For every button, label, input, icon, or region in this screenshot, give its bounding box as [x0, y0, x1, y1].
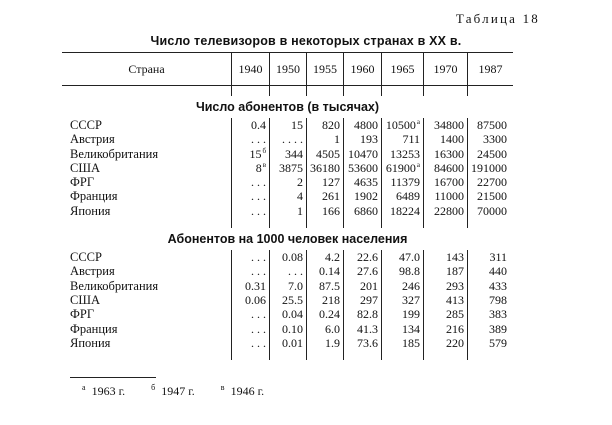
table-row [62, 161, 513, 175]
value-cell [468, 322, 514, 336]
cell-value: 15 [249, 146, 262, 161]
cell-value: 127 [322, 175, 340, 190]
value-cell [468, 189, 514, 203]
cell-value: 216 [446, 321, 464, 336]
value-cell [468, 307, 514, 321]
spacer-cell [62, 350, 232, 360]
value-cell [468, 132, 514, 146]
footnote-mark: а [416, 160, 420, 169]
value-cell [344, 175, 382, 189]
value-cell [344, 161, 382, 175]
table-row [62, 175, 513, 189]
cell-value: 6489 [396, 189, 420, 204]
spacer-cell [468, 350, 514, 360]
spacer-cell [232, 350, 270, 360]
value-cell [468, 147, 514, 161]
country-name: ФРГ [70, 307, 95, 322]
value-cell [232, 293, 270, 307]
cell-value: . . . [251, 132, 266, 147]
cell-value: 16300 [434, 146, 464, 161]
cell-value: 11379 [390, 175, 420, 190]
table-row [62, 293, 513, 307]
cell-value: 285 [446, 307, 464, 322]
cell-value: 327 [402, 292, 420, 307]
cell-value: 0.04 [282, 307, 303, 322]
spacer-cell [270, 86, 307, 97]
cell-value: . . . [251, 250, 266, 265]
footnote-mark: а [416, 118, 420, 126]
header-year: 1960 [344, 53, 382, 86]
cell-value: . . . [288, 264, 303, 279]
value-cell [468, 175, 514, 189]
cell-value: 73.6 [357, 335, 378, 350]
value-cell [270, 189, 307, 203]
cell-value: 0.24 [319, 307, 340, 322]
table-title: Число телевизоров в некоторых странах в XX в. [150, 34, 462, 48]
cell-value: 0.08 [282, 250, 303, 265]
spacer-cell [307, 86, 344, 97]
value-cell [344, 279, 382, 293]
value-cell [382, 307, 424, 321]
value-cell [270, 336, 307, 350]
section-heading: Абонентов на 1000 человек населения [167, 232, 408, 247]
country-name: Великобритания [70, 146, 159, 161]
header-year: 1950 [270, 53, 307, 86]
value-cell [270, 161, 307, 175]
value-cell [344, 204, 382, 218]
value-cell [232, 175, 270, 189]
cell-value: 193 [360, 132, 378, 147]
cell-value: 4635 [354, 175, 378, 190]
footnote-divider [70, 377, 156, 378]
header-year: 1940 [232, 53, 270, 86]
footnotes [82, 384, 264, 399]
value-cell [232, 336, 270, 350]
value-cell [344, 307, 382, 321]
value-cell [344, 293, 382, 307]
cell-value: 87.5 [319, 278, 340, 293]
value-cell [307, 250, 344, 264]
cell-value: 1400 [440, 132, 464, 147]
value-cell [424, 147, 468, 161]
spacer-cell [307, 218, 344, 228]
value-cell [270, 132, 307, 146]
value-cell [270, 307, 307, 321]
value-cell [232, 118, 270, 132]
country-name: Франция [70, 189, 118, 204]
value-cell [232, 322, 270, 336]
country-name: СССР [70, 118, 102, 132]
cell-value: 389 [489, 321, 507, 336]
cell-value: 798 [489, 292, 507, 307]
value-cell [382, 147, 424, 161]
cell-value: 187 [446, 264, 464, 279]
cell-value: 6860 [354, 203, 378, 218]
cell-value: . . . [251, 203, 266, 218]
spacer-row [62, 218, 513, 228]
table-number: Таблица 18 [455, 11, 540, 26]
header-country: Страна [62, 53, 232, 86]
value-cell [468, 161, 514, 175]
value-cell [424, 279, 468, 293]
spacer-cell [307, 350, 344, 360]
table-row [62, 189, 513, 203]
table-row [62, 118, 513, 132]
country-name: Австрия [70, 264, 115, 279]
section-heading: Число абонентов (в тысячах) [195, 100, 380, 114]
footnote-mark: в [220, 383, 225, 392]
footnote-mark: б [262, 146, 266, 155]
value-cell [307, 264, 344, 278]
value-cell [468, 293, 514, 307]
value-cell [270, 147, 307, 161]
header-year: 1955 [307, 53, 344, 86]
cell-value: 41.3 [357, 321, 378, 336]
cell-value: 11000 [434, 189, 464, 204]
spacer-row [62, 86, 513, 97]
value-cell [382, 322, 424, 336]
cell-value: 36180 [310, 160, 340, 175]
value-cell [344, 322, 382, 336]
value-cell [307, 279, 344, 293]
cell-value: 0.14 [319, 264, 340, 279]
value-cell [232, 279, 270, 293]
cell-value: 27.6 [357, 264, 378, 279]
value-cell [307, 307, 344, 321]
cell-value: 3875 [279, 160, 303, 175]
value-cell [232, 147, 270, 161]
cell-value: 53600 [348, 160, 378, 175]
value-cell [468, 264, 514, 278]
cell-value: 22.6 [357, 250, 378, 265]
header-year: 1987 [468, 53, 514, 86]
value-cell [424, 132, 468, 146]
cell-value: 4.2 [325, 250, 340, 265]
cell-value: 98.8 [399, 264, 420, 279]
cell-value: 1 [297, 203, 303, 218]
cell-value: 383 [489, 307, 507, 322]
spacer-cell [62, 218, 232, 228]
spacer-cell [382, 350, 424, 360]
value-cell [232, 204, 270, 218]
value-cell [424, 161, 468, 175]
footnote-item [151, 384, 195, 399]
spacer-cell [344, 218, 382, 228]
cell-value: 820 [322, 118, 340, 132]
value-cell [468, 118, 514, 132]
table-row [62, 204, 513, 218]
cell-value: 297 [360, 292, 378, 307]
value-cell [307, 336, 344, 350]
cell-value: 18224 [390, 203, 420, 218]
section-heading-row [62, 96, 513, 118]
footnote-text: 1947 г. [161, 384, 195, 398]
cell-value: 0.31 [245, 278, 266, 293]
value-cell [382, 118, 424, 132]
value-cell [424, 250, 468, 264]
cell-value: 10470 [348, 146, 378, 161]
cell-value: 10500 [385, 118, 416, 132]
cell-value: 218 [322, 292, 340, 307]
cell-value: 220 [446, 335, 464, 350]
value-cell [382, 175, 424, 189]
footnote-text: 1946 г. [230, 384, 265, 398]
table-row [62, 264, 513, 278]
country-name: ФРГ [70, 175, 95, 190]
value-cell [382, 132, 424, 146]
section-heading-row [62, 228, 513, 250]
value-cell [382, 161, 424, 175]
value-cell [344, 132, 382, 146]
country-name: Япония [70, 203, 111, 218]
footnote-item [82, 384, 125, 399]
cell-value: 7.0 [288, 278, 303, 293]
spacer-cell [270, 218, 307, 228]
cell-value: . . . [251, 189, 266, 204]
cell-value: 16700 [434, 175, 464, 190]
table-row [62, 250, 513, 264]
value-cell [382, 264, 424, 278]
cell-value: . . . [251, 335, 266, 350]
value-cell [307, 175, 344, 189]
value-cell [270, 264, 307, 278]
value-cell [468, 250, 514, 264]
value-cell [344, 147, 382, 161]
value-cell [232, 307, 270, 321]
header-row [62, 53, 513, 86]
spacer-cell [468, 218, 514, 228]
value-cell [270, 322, 307, 336]
footnote-mark: в [262, 160, 266, 169]
value-cell [468, 204, 514, 218]
spacer-cell [232, 86, 270, 97]
cell-value: 84600 [434, 160, 464, 175]
table-header [62, 53, 513, 86]
value-cell [382, 293, 424, 307]
footnote-text: 1963 г. [91, 384, 126, 398]
spacer-cell [270, 350, 307, 360]
value-cell [344, 336, 382, 350]
cell-value: . . . [251, 264, 266, 279]
value-cell [382, 204, 424, 218]
cell-value: 344 [285, 146, 303, 161]
cell-value: 0.01 [282, 335, 303, 350]
country-name: СССР [70, 250, 102, 265]
cell-value: 3300 [483, 132, 507, 147]
value-cell [382, 250, 424, 264]
cell-value: 0.06 [245, 292, 266, 307]
cell-value: 70000 [477, 203, 507, 218]
cell-value: 143 [446, 250, 464, 265]
cell-value: 22800 [434, 203, 464, 218]
footnote-item [221, 384, 264, 399]
value-cell [270, 204, 307, 218]
cell-value: 134 [402, 321, 420, 336]
value-cell [424, 293, 468, 307]
header-year: 1965 [382, 53, 424, 86]
value-cell [424, 118, 468, 132]
cell-value: 0.4 [251, 118, 266, 132]
footnote-mark: б [151, 383, 156, 392]
spacer-cell [424, 86, 468, 97]
cell-value: 4 [297, 189, 303, 204]
spacer-row [62, 350, 513, 360]
cell-value: . . . . [282, 132, 303, 147]
value-cell [270, 279, 307, 293]
table-row [62, 307, 513, 321]
spacer-cell [468, 86, 514, 97]
cell-value: 87500 [477, 118, 507, 132]
value-cell [424, 175, 468, 189]
cell-value: 25.5 [282, 292, 303, 307]
value-cell [232, 250, 270, 264]
cell-value: . . . [251, 307, 266, 322]
cell-value: 433 [489, 278, 507, 293]
table-row [62, 336, 513, 350]
spacer-cell [344, 86, 382, 97]
spacer-cell [62, 86, 232, 97]
value-cell [382, 336, 424, 350]
value-cell [424, 204, 468, 218]
value-cell [424, 264, 468, 278]
cell-value: 166 [322, 203, 340, 218]
cell-value: 185 [402, 335, 420, 350]
spacer-cell [344, 350, 382, 360]
value-cell [344, 264, 382, 278]
cell-value: 0.10 [282, 321, 303, 336]
cell-value: 191000 [471, 160, 507, 175]
cell-value: 1902 [354, 189, 378, 204]
cell-value: 311 [489, 250, 507, 265]
cell-value: 21500 [477, 189, 507, 204]
table-row [62, 279, 513, 293]
value-cell [270, 118, 307, 132]
value-cell [424, 322, 468, 336]
value-cell [307, 132, 344, 146]
value-cell [232, 264, 270, 278]
tv-statistics-table [62, 52, 513, 360]
cell-value: . . . [251, 321, 266, 336]
cell-value: 22700 [477, 175, 507, 190]
cell-value: 440 [489, 264, 507, 279]
cell-value: 24500 [477, 146, 507, 161]
cell-value: 82.8 [357, 307, 378, 322]
cell-value: 4800 [354, 118, 378, 132]
value-cell [307, 189, 344, 203]
value-cell [424, 336, 468, 350]
spacer-cell [424, 218, 468, 228]
value-cell [468, 336, 514, 350]
spacer-cell [232, 218, 270, 228]
cell-value: 1 [334, 132, 340, 147]
cell-value: 15 [291, 118, 303, 132]
value-cell [232, 161, 270, 175]
value-cell [424, 307, 468, 321]
cell-value: 4505 [316, 146, 340, 161]
table-row [62, 132, 513, 146]
value-cell [307, 322, 344, 336]
value-cell [232, 189, 270, 203]
table-body [62, 86, 513, 361]
cell-value: 246 [402, 278, 420, 293]
cell-value: 13253 [390, 146, 420, 161]
cell-value: 6.0 [325, 321, 340, 336]
value-cell [270, 175, 307, 189]
cell-value: 8 [255, 160, 262, 175]
cell-value: 711 [402, 132, 420, 147]
cell-value: 1.9 [325, 335, 340, 350]
value-cell [232, 132, 270, 146]
value-cell [344, 250, 382, 264]
value-cell [344, 189, 382, 203]
cell-value: 2 [297, 175, 303, 190]
value-cell [344, 118, 382, 132]
cell-value: 413 [446, 292, 464, 307]
cell-value: 61900 [385, 160, 416, 175]
value-cell [307, 204, 344, 218]
spacer-cell [424, 350, 468, 360]
value-cell [307, 293, 344, 307]
table-row [62, 147, 513, 161]
country-name: Франция [70, 321, 118, 336]
country-name: США [70, 292, 100, 307]
value-cell [307, 118, 344, 132]
cell-value: 201 [360, 278, 378, 293]
country-name: Великобритания [70, 278, 159, 293]
header-year: 1970 [424, 53, 468, 86]
value-cell [382, 279, 424, 293]
value-cell [307, 147, 344, 161]
value-cell [382, 189, 424, 203]
table-row [62, 322, 513, 336]
cell-value: . . . [251, 175, 266, 190]
value-cell [424, 189, 468, 203]
cell-value: 293 [446, 278, 464, 293]
country-name: США [70, 160, 100, 175]
value-cell [270, 293, 307, 307]
country-name: Австрия [70, 132, 115, 147]
cell-value: 579 [489, 335, 507, 350]
value-cell [270, 250, 307, 264]
cell-value: 199 [402, 307, 420, 322]
cell-value: 47.0 [399, 250, 420, 265]
spacer-cell [382, 218, 424, 228]
country-name: Япония [70, 335, 111, 350]
footnote-mark: а [82, 383, 86, 392]
cell-value: 261 [322, 189, 340, 204]
value-cell [307, 161, 344, 175]
value-cell [468, 279, 514, 293]
cell-value: 34800 [434, 118, 464, 132]
spacer-cell [382, 86, 424, 97]
